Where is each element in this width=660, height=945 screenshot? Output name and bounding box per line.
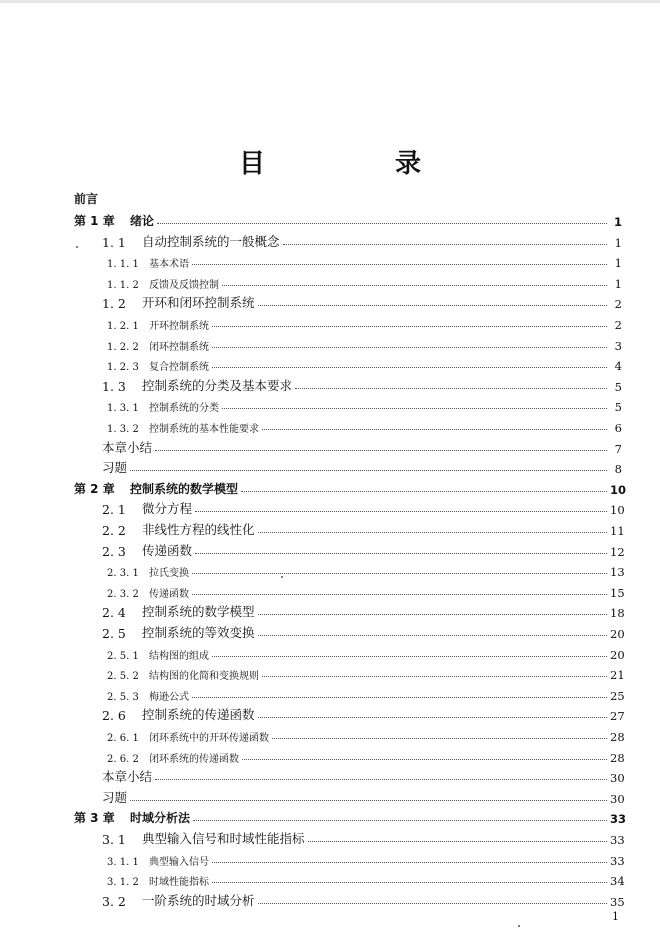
toc-entry — [0, 394, 622, 414]
dot-leader — [258, 716, 607, 718]
toc-entry-title: 时域性能指标 — [149, 877, 209, 889]
toc-entry — [0, 271, 622, 291]
toc-entry — [0, 333, 622, 353]
toc-entry-label — [102, 232, 280, 250]
toc-entry — [0, 518, 625, 538]
toc-entry — [0, 497, 625, 518]
toc-entry-label — [107, 750, 239, 765]
toc-entry-label — [107, 255, 189, 270]
toc-entry-label — [107, 276, 219, 291]
dot-leader — [195, 552, 607, 554]
toc-entry-page: 1 — [614, 276, 622, 291]
dot-leader — [212, 881, 607, 883]
toc-entry-page: 5 — [614, 379, 622, 394]
toc-entry-number: 1. 3. 2 — [107, 424, 139, 435]
toc-entry-label — [74, 212, 154, 229]
toc-entry — [0, 353, 622, 373]
toc-entry — [0, 312, 622, 332]
toc-entry-label — [102, 623, 255, 641]
toc-entry-title: 复合控制系统 — [149, 362, 209, 374]
toc-entry — [0, 559, 625, 580]
toc-entry-label — [107, 564, 189, 579]
toc-entry-page: 35 — [610, 894, 625, 909]
toc-entry-label — [102, 499, 192, 517]
toc-entry — [0, 209, 622, 229]
toc-entry-page: 28 — [610, 730, 625, 744]
toc-entry-title: 典型输入信号 — [149, 856, 209, 868]
dot-leader — [258, 634, 607, 636]
toc-entry-number: 2. 6. 1 — [107, 733, 139, 744]
toc-entry-number: 2. 3. 1 — [107, 568, 139, 580]
toc-entry-number: 2. 5. 2 — [107, 671, 139, 683]
toc-entry-title: 结构图的化简和变换规则 — [149, 671, 259, 683]
toc-entry-title: 控制系统的分类及基本要求 — [142, 377, 293, 393]
toc-entry — [0, 889, 625, 909]
toc-entry — [0, 786, 625, 806]
toc-entry-page: 10 — [610, 503, 625, 518]
toc-entry-title: 传递函数 — [149, 588, 189, 600]
toc-entry-label — [102, 891, 255, 909]
toc-entry-number: 1. 3. 1 — [107, 403, 139, 415]
toc-entry — [0, 642, 625, 662]
toc-entry-label — [102, 602, 255, 620]
dot-leader — [130, 799, 607, 801]
toc-entry-page: 2 — [614, 318, 622, 332]
dot-leader — [192, 696, 607, 698]
toc-entry-title: 控制系统的等效变换 — [142, 625, 255, 640]
toc-entry-title: 控制系统的基本性能要求 — [149, 424, 259, 435]
dot-leader — [258, 531, 607, 533]
toc-entry-title: 微分方程 — [142, 501, 193, 517]
dot-leader — [155, 449, 607, 451]
toc-entry-page: 28 — [610, 750, 625, 765]
scan-speck — [518, 925, 520, 927]
dot-leader — [241, 490, 607, 492]
toc-entry — [0, 436, 622, 456]
toc-entry-title: 开环和闭环控制系统 — [142, 295, 255, 311]
toc-entry-title: 典型输入信号和时域性能指标 — [142, 831, 305, 846]
toc-entry-number: 2. 3 — [102, 543, 126, 559]
toc-entry-page: 1 — [614, 235, 622, 250]
toc-entry-title: 开环控制系统 — [149, 321, 209, 332]
dot-leader — [222, 407, 607, 409]
toc-entry — [0, 724, 625, 744]
dot-leader — [262, 428, 607, 430]
toc-entry-number: 第 2 章 — [74, 481, 115, 496]
toc-entry-label — [107, 420, 259, 435]
toc-entry — [0, 374, 622, 394]
toc-entry — [0, 456, 622, 476]
toc-entry-title: 自动控制系统的一般概念 — [142, 233, 280, 249]
dot-leader — [283, 243, 607, 245]
scan-speck — [281, 576, 283, 578]
toc-entry-page: 33 — [610, 853, 625, 868]
toc-entry-number: 2. 3. 2 — [107, 588, 139, 600]
toc-entry-page: 18 — [610, 606, 625, 621]
toc-entry-label — [102, 767, 152, 785]
toc-entry-number: 1. 2. 2 — [107, 341, 139, 353]
toc-entry-title: 闭环控制系统 — [149, 341, 209, 353]
toc-entry-page: 33 — [610, 812, 627, 827]
toc-entry-number: 2. 2 — [102, 523, 126, 538]
toc-entry-title: 传递函数 — [142, 542, 193, 558]
toc-entry-page: 12 — [610, 544, 625, 559]
toc-entry — [0, 868, 625, 889]
dot-leader — [192, 263, 607, 265]
toc-entry-page: 1 — [613, 215, 622, 229]
toc-entry-label — [107, 358, 209, 373]
toc-entry-page: 6 — [614, 421, 622, 435]
scan-speck — [76, 246, 78, 248]
toc-entry-page: 20 — [610, 647, 625, 662]
dot-leader — [193, 819, 607, 821]
toc-entry-label — [102, 829, 305, 847]
dot-leader — [222, 284, 607, 286]
dot-leader — [242, 758, 607, 760]
toc-entry-label — [107, 338, 209, 353]
toc-entry-number: 2. 5 — [102, 626, 126, 641]
toc-entry-page: 33 — [610, 833, 625, 847]
toc-entry-title: 闭环系统的传递函数 — [149, 753, 239, 765]
toc-entry-label — [102, 705, 255, 723]
toc-entry-title: 拉氏变换 — [149, 568, 189, 580]
toc-entry-number: 2. 4 — [102, 605, 126, 621]
toc-entry-number: 2. 6 — [102, 708, 126, 724]
toc-entry-title: 闭环系统中的开环传递函数 — [149, 733, 269, 744]
toc-entry-page: 15 — [610, 585, 625, 600]
dot-leader — [212, 346, 607, 348]
toc-entry-title: 结构图的组成 — [149, 650, 209, 662]
toc-entry-number: 1. 1 — [102, 234, 126, 250]
dot-leader — [192, 593, 607, 595]
toc-entry-page: 2 — [614, 297, 622, 312]
toc-entry-page: 11 — [610, 524, 625, 538]
dot-leader — [155, 778, 607, 780]
dot-leader — [130, 469, 607, 471]
dot-leader — [258, 613, 607, 615]
toc-entry — [0, 703, 625, 724]
toc-entry-title: 反馈及反馈控制 — [149, 279, 219, 291]
toc-entry — [0, 662, 625, 683]
toc-entry-page: 4 — [614, 359, 622, 374]
toc-entry-number: 3. 2 — [102, 893, 126, 909]
toc-entry-page: 21 — [610, 668, 625, 683]
dot-leader — [212, 861, 607, 863]
toc-entry-page: 25 — [610, 688, 625, 703]
toc-entry-number: 2. 6. 2 — [107, 753, 139, 765]
toc-entry-page: 30 — [610, 791, 625, 806]
toc-entry-page: 27 — [610, 709, 625, 724]
toc-entry — [0, 539, 625, 559]
toc-entry-title: 控制系统的分类 — [149, 403, 219, 415]
toc-entry — [0, 477, 627, 497]
toc-entry-number: 1. 3 — [102, 378, 126, 394]
toc-entry — [0, 415, 622, 435]
toc-entry-label — [107, 667, 259, 682]
toc-entry-number: 1. 2. 3 — [107, 362, 139, 374]
toc-entry — [0, 806, 627, 827]
toc-entry — [0, 291, 622, 311]
toc-entry-title: 时域分析法 — [130, 811, 191, 826]
dot-leader — [262, 675, 607, 677]
dot-leader — [295, 387, 607, 389]
toc-entry-page: 30 — [610, 771, 625, 786]
toc-entry-title: 控制系统的传递函数 — [142, 707, 255, 723]
toc-entry-title: 绪论 — [130, 214, 155, 228]
toc-entry-label — [102, 788, 127, 806]
toc-entry-label — [74, 480, 238, 497]
toc-entry-number: 1. 2 — [102, 296, 126, 312]
toc-entry-number: 1. 2. 1 — [107, 321, 139, 332]
toc-entry-label — [107, 688, 189, 703]
toc-entry-number: 1. 1. 2 — [107, 279, 139, 291]
page-title: 目 录 — [238, 149, 473, 179]
toc-entry-label — [107, 317, 209, 332]
toc-entry-title: 一阶系统的时域分析 — [142, 892, 255, 908]
toc-entry — [0, 600, 625, 621]
toc-entry — [0, 765, 625, 786]
toc-entry-label — [107, 647, 209, 662]
dot-leader — [157, 222, 607, 224]
dot-leader — [192, 572, 607, 574]
toc-entry — [0, 827, 625, 847]
toc-entry-title: 非线性方程的线性化 — [142, 522, 255, 537]
toc-entry — [0, 683, 625, 703]
toc-entry-label — [102, 438, 152, 456]
toc-entry-number: 1. 1. 1 — [107, 259, 139, 271]
dot-leader — [258, 902, 607, 904]
dot-leader — [258, 304, 607, 306]
toc-entry-label — [102, 541, 192, 559]
toc-entry-page: 8 — [614, 462, 622, 477]
toc-entry-page: 3 — [614, 338, 622, 353]
toc-entry — [0, 745, 625, 765]
toc-entry-page: 13 — [610, 565, 625, 580]
toc-entry-page: 34 — [610, 874, 625, 889]
toc-entry — [0, 621, 625, 641]
toc-entry-number: 2. 5. 1 — [107, 650, 139, 662]
toc-entry-label — [107, 873, 209, 888]
dot-leader — [212, 325, 607, 327]
toc-entry-number: 3. 1. 2 — [107, 877, 139, 889]
dot-leader — [195, 510, 607, 512]
toc-entry-label — [102, 520, 255, 538]
preface-entry: 前言 — [74, 192, 99, 206]
toc-entry-number: 2. 1 — [102, 502, 126, 518]
toc-entry-number: 第 1 章 — [74, 214, 115, 228]
toc-entry-number: 3. 1. 1 — [107, 856, 139, 868]
toc-entry-number: 第 3 章 — [74, 811, 115, 826]
dot-leader — [212, 366, 607, 368]
toc-entry-label — [107, 853, 209, 868]
toc-entry-title: 习题 — [102, 789, 128, 805]
toc-entry-title: 控制系统的数学模型 — [130, 481, 239, 496]
dot-leader — [308, 840, 607, 842]
toc-entry-label — [102, 458, 127, 476]
toc-entry — [0, 848, 625, 868]
toc-entry-page: 7 — [614, 441, 622, 456]
toc-entry-label — [102, 293, 255, 311]
dot-leader — [272, 737, 607, 739]
toc-entry-label — [107, 729, 269, 744]
toc-entry-page: 5 — [614, 400, 622, 415]
toc-entry-title: 控制系统的数学模型 — [142, 604, 255, 620]
toc-entry-label — [107, 585, 189, 600]
toc-entry-page: 10 — [610, 482, 627, 497]
toc-entry-number: 3. 1 — [102, 832, 126, 847]
toc-entry-label — [107, 399, 219, 414]
toc-entry-title: 本章小结 — [102, 439, 153, 455]
toc-entry-label — [102, 376, 292, 394]
toc-entry-title: 梅逊公式 — [149, 691, 189, 703]
page-number: 1 — [612, 910, 619, 923]
toc-entry — [0, 250, 622, 270]
toc-entry-title: 本章小结 — [102, 769, 153, 785]
toc-entry-label — [74, 809, 190, 826]
toc-entry-page: 20 — [610, 627, 625, 641]
toc-entry — [0, 580, 625, 600]
toc-entry-page: 1 — [614, 256, 622, 271]
dot-leader — [212, 655, 607, 657]
toc-entry — [0, 230, 622, 250]
toc-entry-number: 2. 5. 3 — [107, 691, 139, 703]
toc-entry-title: 习题 — [102, 460, 128, 476]
toc-entry-title: 基本术语 — [149, 259, 189, 271]
